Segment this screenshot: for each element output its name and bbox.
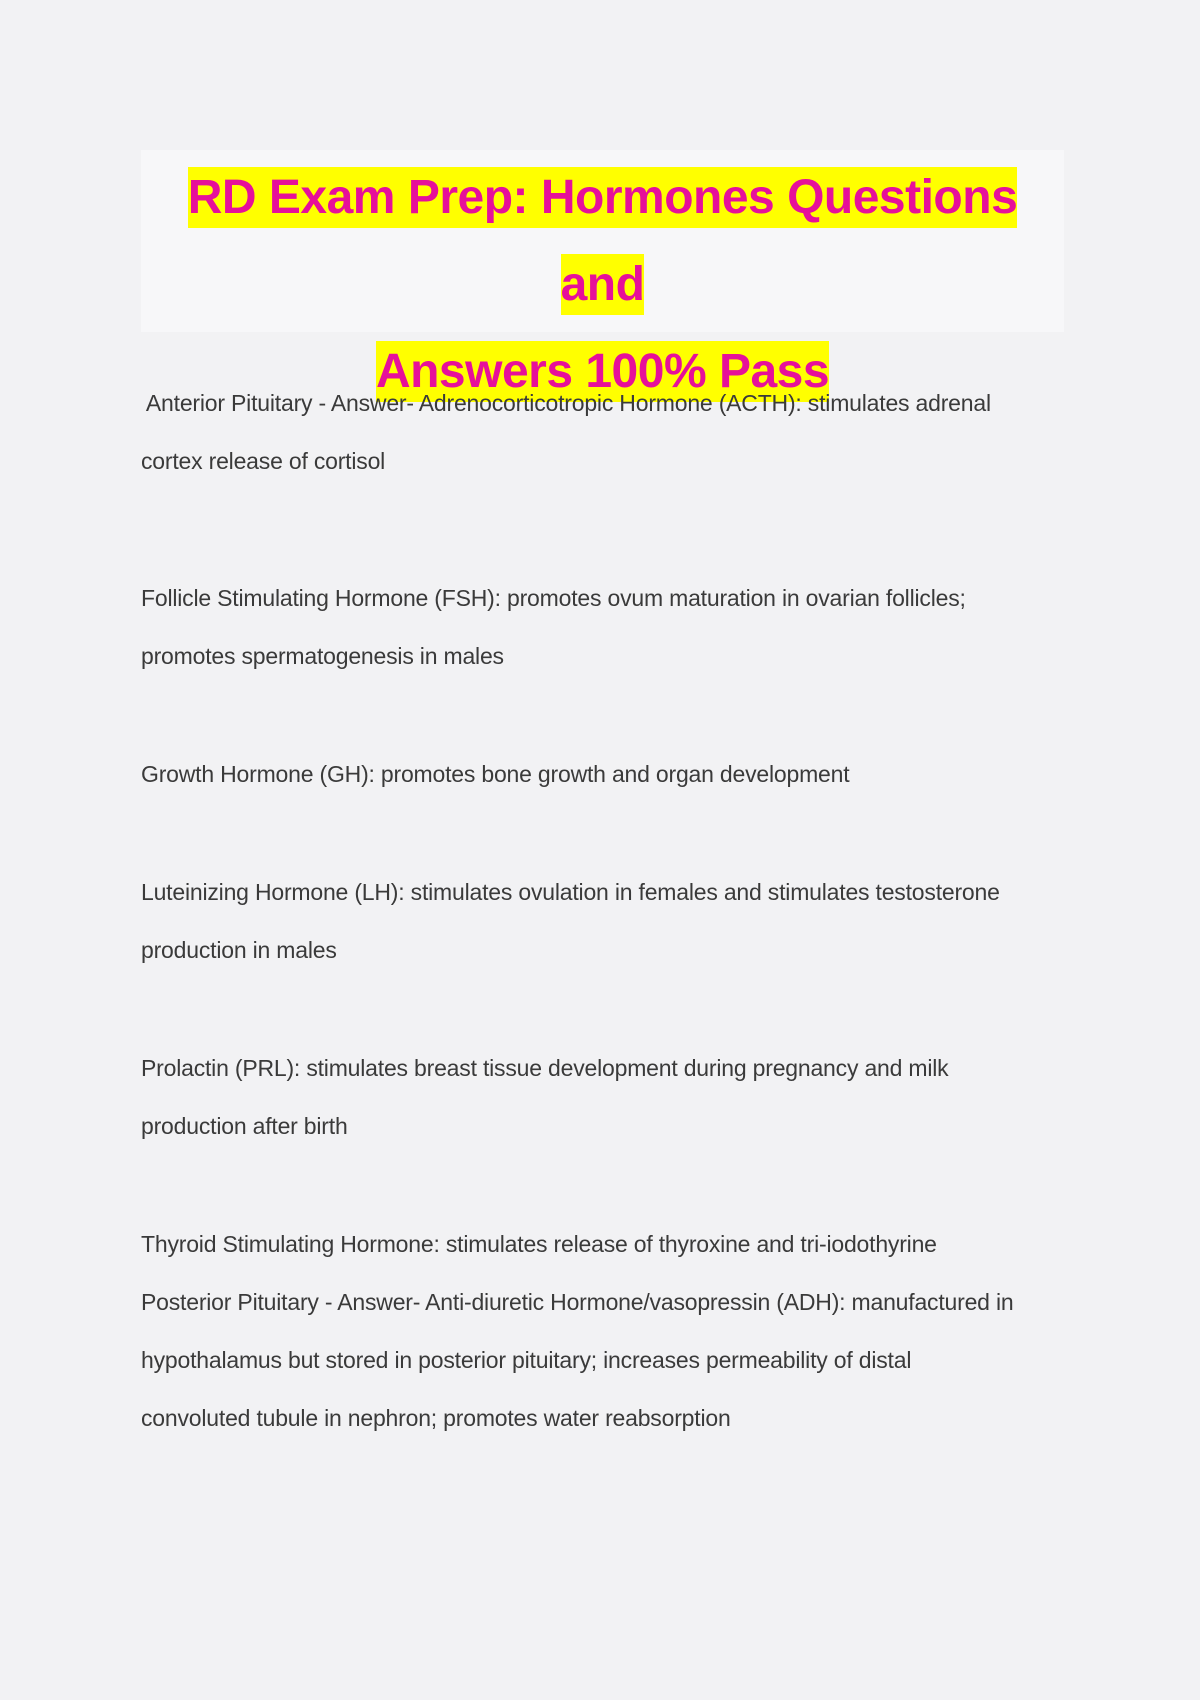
paragraph-line: convoluted tubule in nephron; promotes water reabsorption [141,1405,731,1431]
title-block [141,150,1064,398]
paragraph-line: cortex release of cortisol [141,448,386,474]
paragraph-line: Posterior Pituitary - Answer- Anti-diuretic Hormone/vasopressin (ADH): manufactured in [141,1289,1014,1315]
paragraph-line: Anterior Pituitary - Answer- Adrenocorticotropic Hormone (ACTH): stimulates adrenal [141,390,991,416]
paragraph-gh [141,745,1081,803]
paragraph-prolactin [141,1039,1081,1155]
paragraph-fsh [141,569,1081,685]
paragraph-anterior-pituitary [141,374,1081,490]
title-line-1: RD Exam Prep: Hormones Questions and [188,167,1018,315]
paragraph-line: Follicle Stimulating Hormone (FSH): promotes ovum maturation in ovarian follicles; [141,585,966,611]
paragraph-line: Luteinizing Hormone (LH): stimulates ovulation in females and stimulates testosterone [141,879,1000,905]
paragraph-line: production in males [141,937,337,963]
paragraph-line: hypothalamus but stored in posterior pituitary; increases permeability of distal [141,1347,912,1373]
title-line-2: Answers 100% Pass [376,341,829,402]
paragraph-line: Growth Hormone (GH): promotes bone growth and organ development [141,761,850,787]
paragraph-tsh-posterior-pituitary [141,1215,1081,1447]
paragraph-line: production after birth [141,1113,348,1139]
document-body [141,374,1081,1447]
paragraph-line: promotes spermatogenesis in males [141,643,504,669]
paragraph-line: Prolactin (PRL): stimulates breast tissue development during pregnancy and milk [141,1055,949,1081]
paragraph-lh [141,863,1081,979]
paragraph-line: Thyroid Stimulating Hormone: stimulates release of thyroxine and tri-iodothyrine [141,1231,937,1257]
